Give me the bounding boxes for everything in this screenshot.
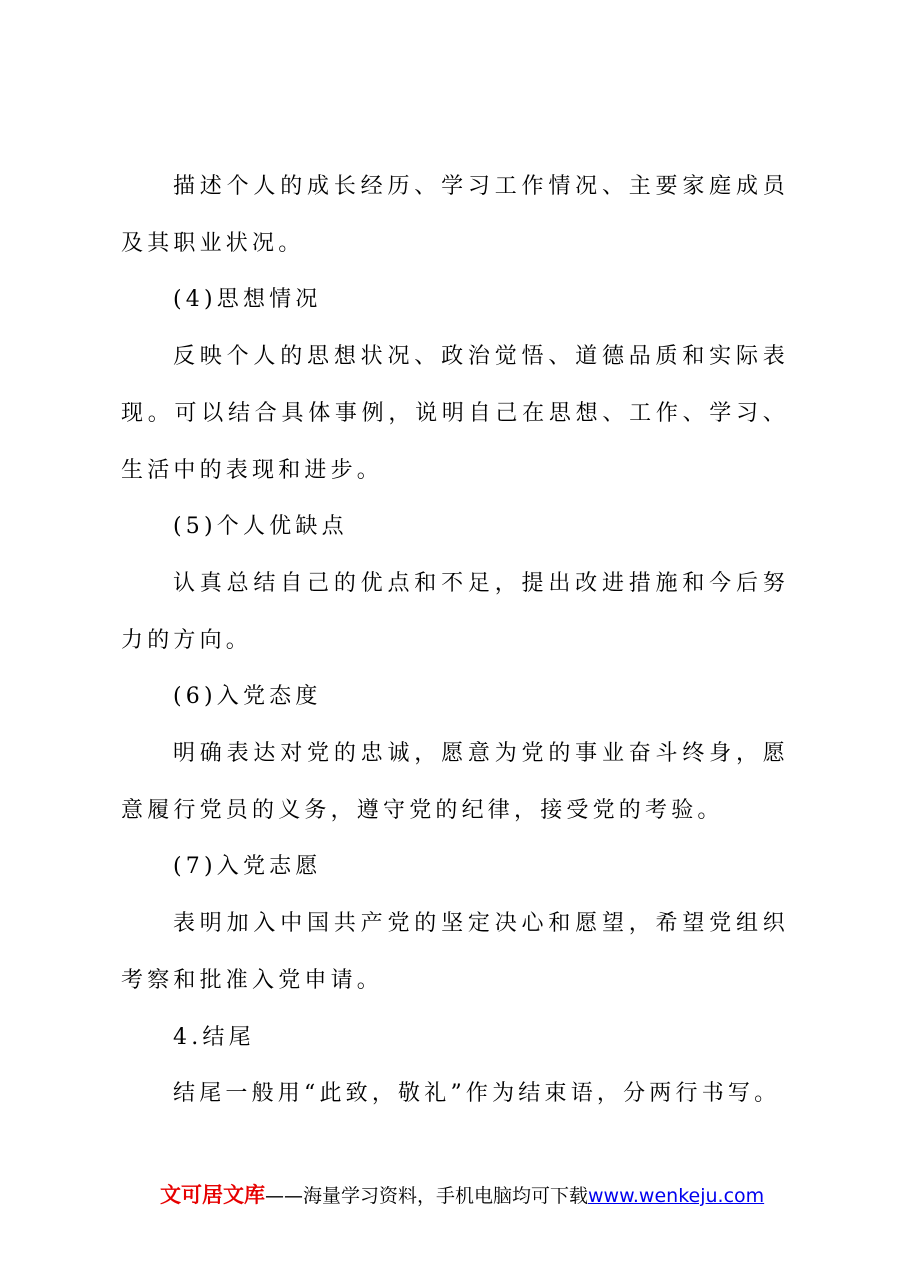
paragraph-thoughts: 反映个人的思想状况、政治觉悟、道德品质和实际表现。可以结合具体事例，说明自己在思想、工作、学习、生活中的表现和进步。 [121,344,789,483]
paragraph-growth-experience: 描述个人的成长经历、学习工作情况、主要家庭成员及其职业状况。 [121,174,789,256]
paragraph-attitude: 明确表达对党的忠诚，愿意为党的事业奋斗终身，愿意履行党员的义务，遵守党的纪律，接受党的考验。 [121,741,789,823]
paragraph-strengths-weaknesses: 认真总结自己的优点和不足，提出改进措施和今后努力的方向。 [121,570,789,653]
heading-attitude: (6)入党态度 [173,684,322,710]
footer-slogan: ——海量学习资料，手机电脑均可下载 [265,1185,589,1207]
paragraph-aspiration: 表明加入中国共产党的坚定决心和愿望，希望党组织考察和批准入党申请。 [121,911,789,993]
footer-website-link[interactable]: www.wenkeju.com [588,1185,765,1207]
paragraph-ending: 结尾一般用“此致，敬礼”作为结束语，分两行书写。 [173,1081,781,1107]
document-body [121,159,789,1123]
footer-brand: 文可居文库 [160,1183,265,1207]
heading-ending: 4.结尾 [173,1024,255,1050]
heading-thoughts: (4)思想情况 [173,287,322,313]
footer-banner [160,1180,860,1211]
heading-aspiration: (7)入党志愿 [173,854,322,880]
heading-strengths-weaknesses: (5)个人优缺点 [173,514,348,540]
